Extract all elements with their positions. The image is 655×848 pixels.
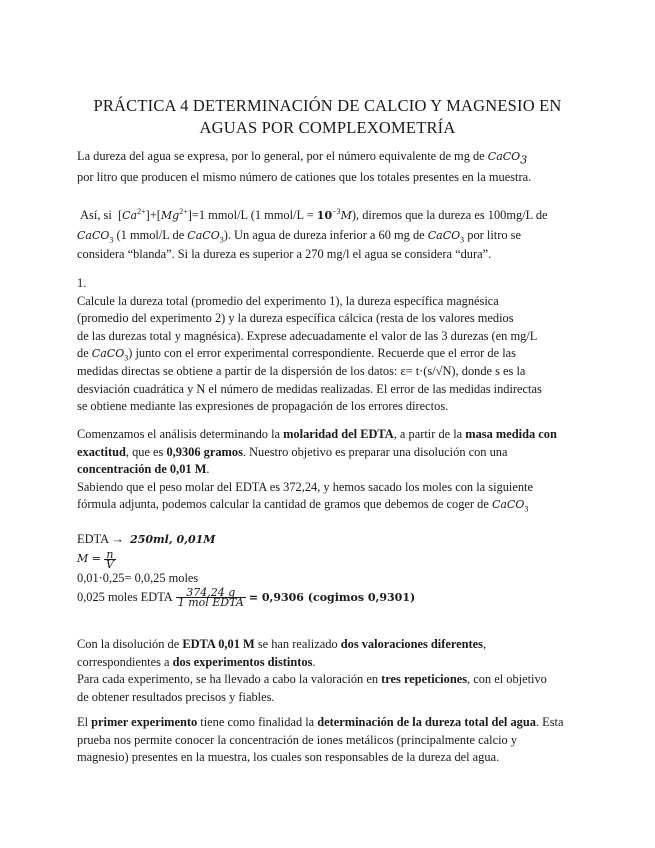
question-1-paragraph: 1. Calcule la dureza total (promedio del experimento 1), la dureza específica magnésica (promedio del experimento 2) y la dureza específica cálcica (resta de los valores medios de las durezas total y magnésica). Exprese adecuadamente el valor de las 3 durezas (en mg/L de CaCO$_3$) junto con el error experimental correspondiente. Recuerde que el error de las medidas directas se obtiene a partir de la dispersión de los datos: ε= t·(s/√N), donde s es la desviación cuadrática y N el número de medidas realizadas. El error de las medidas indirectas se obtiene mediante las expresiones de propagación de los errores directos.: [77, 275, 587, 416]
analysis-paragraph: Comenzamos el análisis determinando la molaridad del EDTA, a partir de la masa medida con exactitud, que es 0,9306 gramos. Nuestro objetivo es preparar una disolución con una concentración de 0,01 M. Sabiendo que el peso molar del EDTA es 372,24, y hemos sacado los moles con la siguiente fórmula adjunta, podemos calcular la cantidad de gramos que debemos de coger de CaCO$_3$: [77, 427, 557, 514]
moles-calculation: 0,01·0,25= 0,0,25 moles: [77, 570, 199, 585]
titrations-paragraph: Con la disolución de EDTA 0,01 M se han realizado dos valoraciones diferentes, correspondientes a dos experimentos distintos. Para cada experimento, se ha llevado a cabo la valoración en tres repeticiones, con el objetivo de obtener resultados precisos y fiables.: [77, 637, 547, 704]
question-number: 1.: [77, 276, 87, 290]
page-title: [70, 95, 585, 139]
title-line-2: AGUAS POR COMPLEXOMETRÍA: [199, 118, 456, 137]
molarity-formula: M = $\frac{n}{V}$: [77, 547, 114, 571]
title-line-1: PRÁCTICA 4 DETERMINACIÓN DE CALCIO Y MAGNESIO EN: [93, 96, 562, 115]
first-experiment-paragraph: El primer experimento tiene como finalidad la determinación de la dureza total del agua. Esta prueba nos permite conocer la concentración de iones metálicos (principalmente calcio y magnesio) presentes en la muestra, los cuales son responsables de la dureza del agua.: [77, 715, 564, 765]
edta-formula: EDTA → 250ml, 0,01M: [77, 532, 216, 546]
formulas-block: [77, 530, 587, 610]
mass-calculation: 0,025 moles EDTA $\frac{374,24 g}{\text{1 mol EDTA}}$ = 0,9306 (cogimos 0,9301): [77, 586, 416, 610]
hardness-definition-paragraph: Así, si $[Ca^{2+}]+[Mg^{2+}]=1$ mmol/L (1 mmol/L = $10^{-3}M$), diremos que la dureza es 100mg/L de CaCO$_3$ (1 mmol/L de CaCO$_3$). Un agua de dureza inferior a 60 mg de CaCO$_3$ por litro se considera “blanda”. Si la dureza es superior a 270 mg/l el agua se considera “dura”.: [77, 206, 548, 261]
intro-paragraph: La dureza del agua se expresa, por lo general, por el número equivalente de mg de CaCO$_3$ por litro que producen el mismo número de cationes que los totales presentes en la muestra.: [77, 149, 532, 184]
